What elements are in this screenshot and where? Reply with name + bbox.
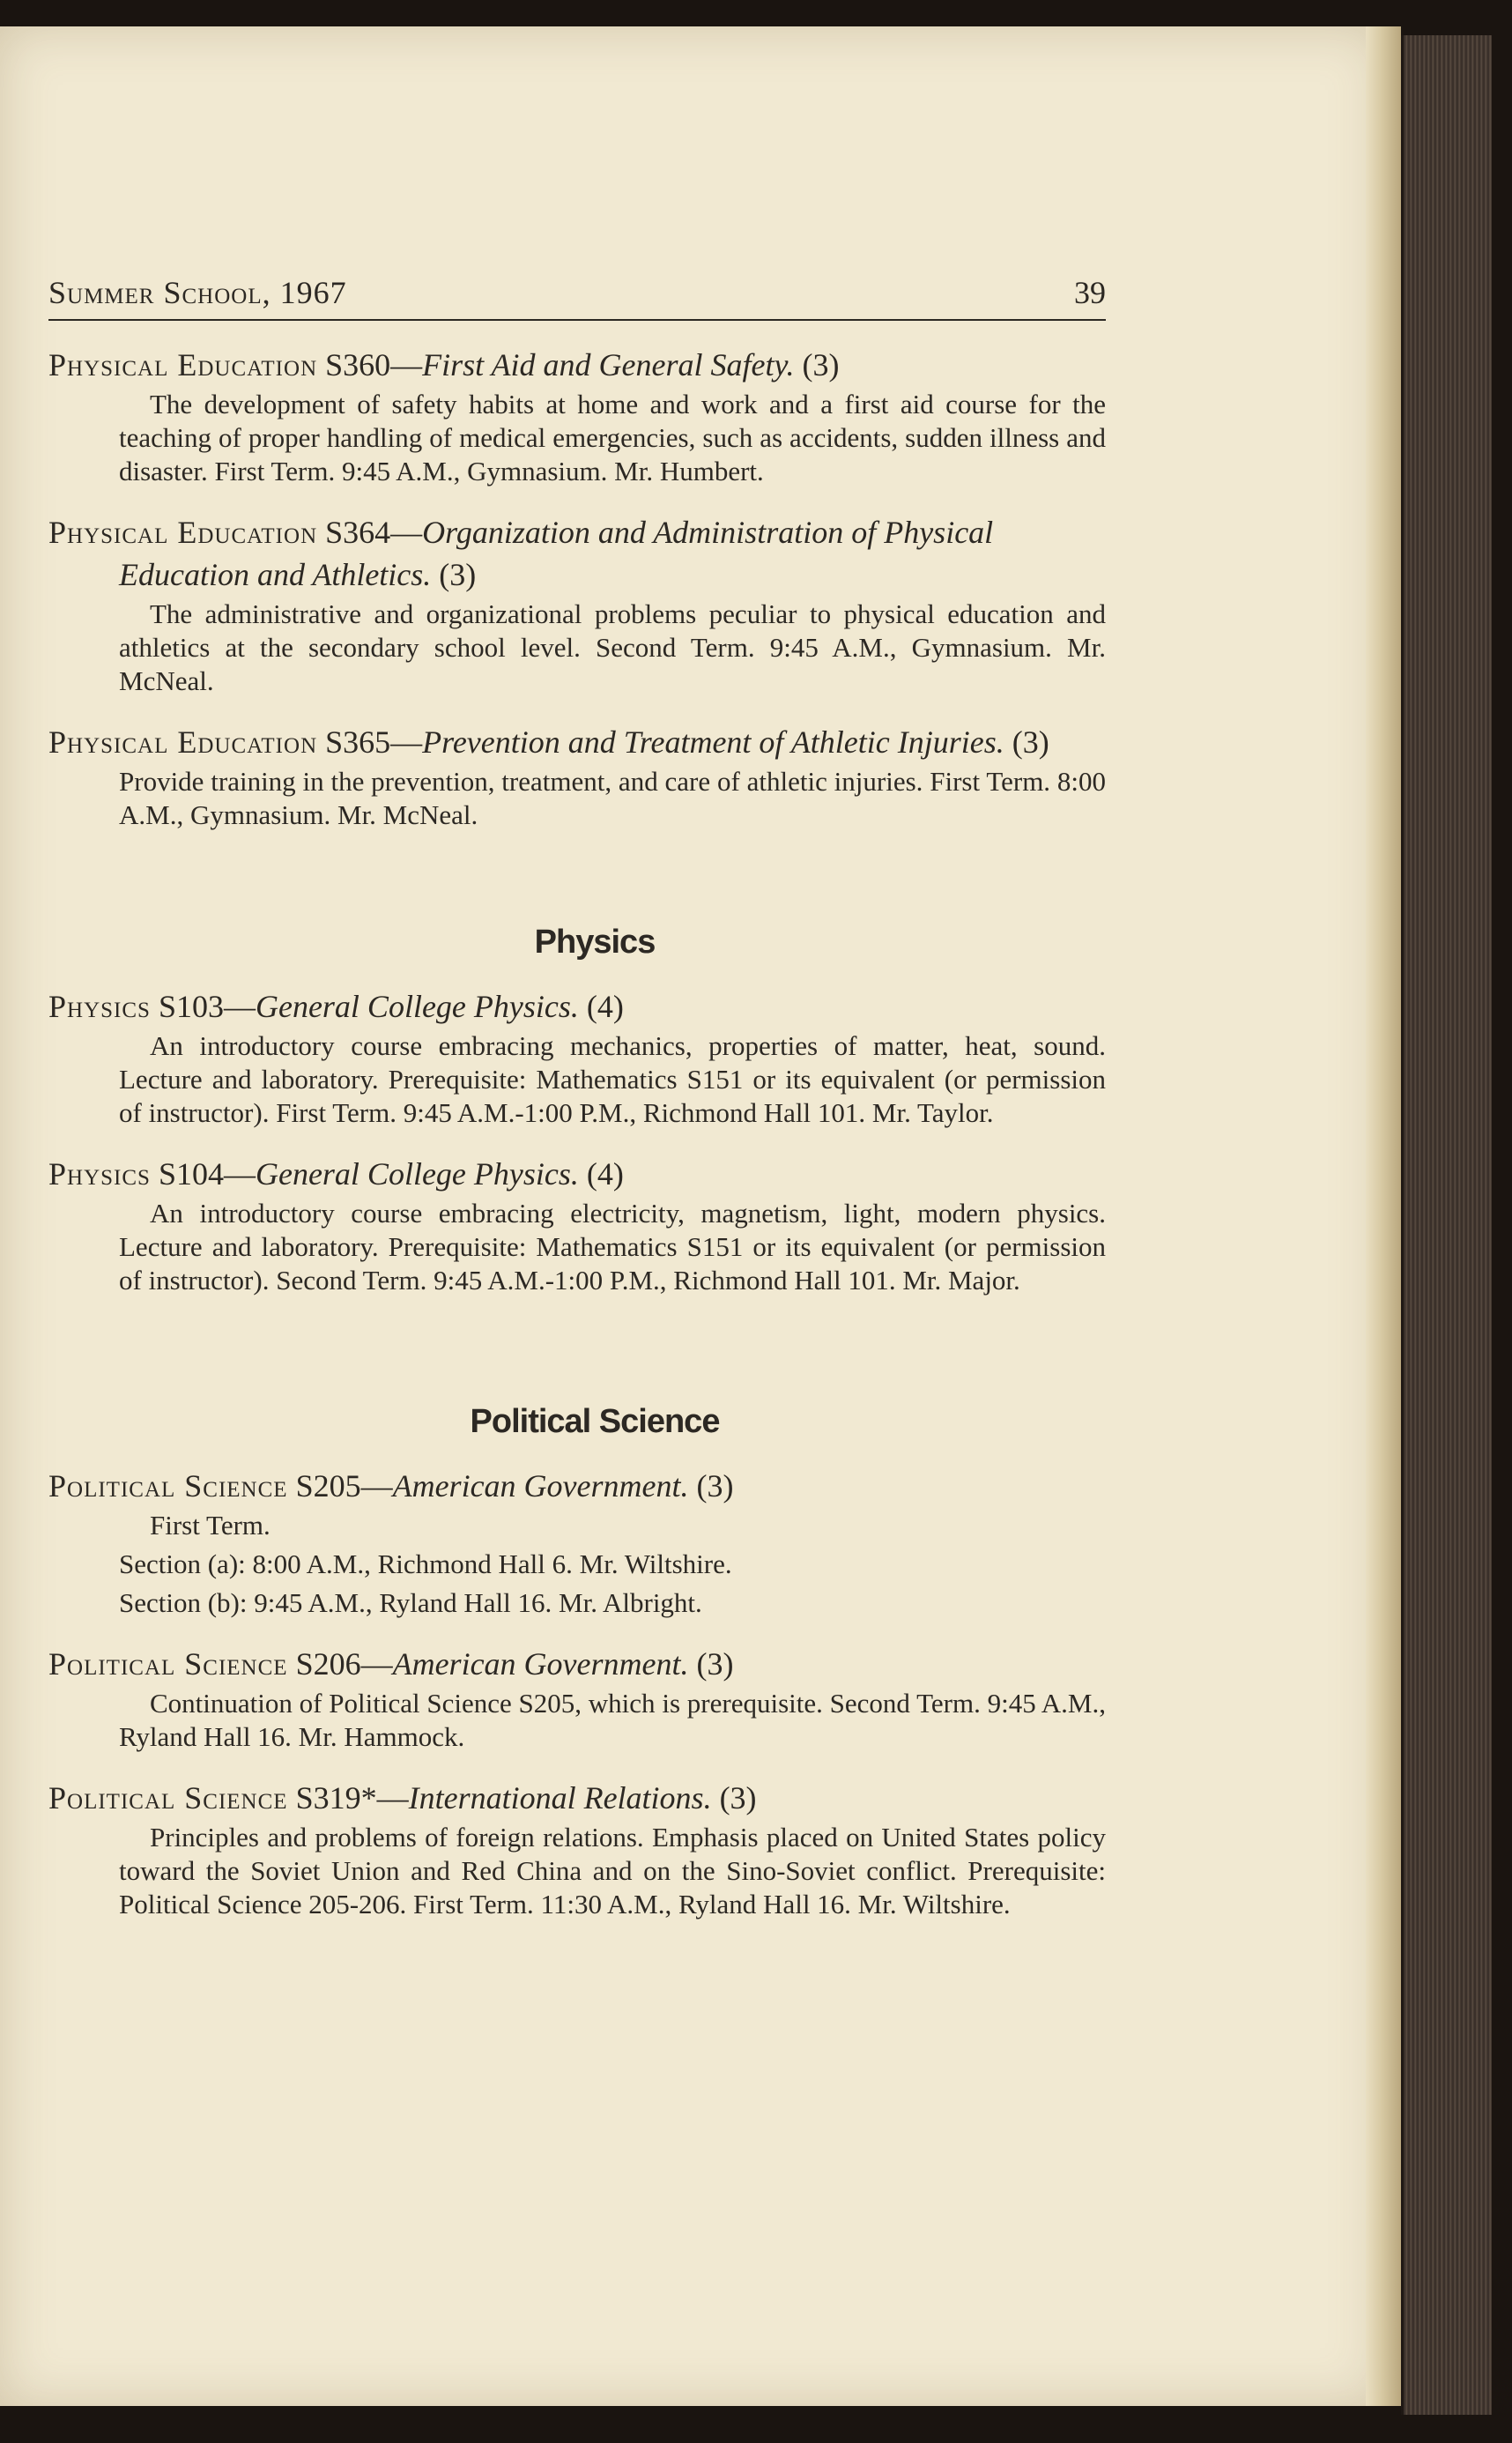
course-title: International Relations. [408,1780,712,1816]
course-code: S360— [325,347,423,382]
course-entry-polisci-s206 [48,1643,1106,1754]
course-heading [48,511,1106,596]
course-title: General College Physics. [255,989,579,1024]
course-heading [48,721,1106,763]
page-edge [1366,26,1401,2406]
course-credits: (4) [586,1156,624,1192]
course-code: S104— [158,1156,256,1192]
course-description-text: An introductory course embracing electricity, magnetism, light, modern physics. Lecture and laboratory. Prerequisite: Mathematics S151 or its equivalent (or permission of instructor). Second Term. 9:45 A.M.-1:00 P.M., Richmond Hall 101. Mr. Major. [119,1198,1106,1296]
course-credits: (3) [1012,724,1049,760]
course-description-text: The administrative and organizational problems peculiar to physical education and athletics at the secondary school level. Second Term. 9:45 A.M., Gymnasium. Mr. McNeal. [119,598,1106,696]
course-entry-pe-s365 [48,721,1106,832]
section-heading-political-science: Political Science [470,1403,720,1440]
course-description [48,1687,1106,1754]
course-title: American Government. [392,1646,689,1682]
course-title: General College Physics. [255,1156,579,1192]
course-prefix: Physical Education [48,724,318,760]
course-description [48,765,1106,832]
course-description-text: Continuation of Political Science S205, which is prerequisite. Second Term. 9:45 A.M., Ryland Hall 16. Mr. Hammock. [119,1688,1106,1752]
course-title: First Aid and General Safety. [422,347,795,382]
course-description-text: An introductory course embracing mechanics, properties of matter, heat, sound. Lecture and laboratory. Prerequisite: Mathematics S151 or its equivalent (or permission of instructor). First Term. 9:45 A.M.-1:00 P.M., Richmond Hall 101. Mr. Taylor. [119,1030,1106,1128]
course-entry-pe-s360 [48,344,1106,488]
course-code: S364— [325,515,423,550]
course-heading [48,1465,1106,1507]
course-credits: (3) [719,1780,757,1816]
book-block [1401,35,1492,2415]
course-description-text: Provide training in the prevention, treatment, and care of athletic injuries. First Term. 8:00 A.M., Gymnasium. Mr. McNeal. [119,766,1106,830]
course-entry-polisci-s319 [48,1777,1106,1921]
course-prefix: Physical Education [48,347,318,382]
course-prefix: Physics [48,1156,151,1192]
section-heading-physics: Physics [534,924,656,961]
course-title: Prevention and Treatment of Athletic Injuries. [422,724,1004,760]
course-credits: (4) [586,989,624,1024]
course-description [48,598,1106,698]
course-description [48,1029,1106,1130]
running-header-title: Summer School, 1967 [48,275,347,310]
course-section-a: Section (a): 8:00 A.M., Richmond Hall 6. Mr. Wiltshire. [119,1548,732,1579]
course-heading [48,1777,1106,1819]
course-credits: (3) [802,347,840,382]
course-heading [48,1153,1106,1195]
course-entry-physics-s103 [48,985,1106,1130]
course-title: Organization and Administration of Physical Education and Athletics. [119,515,994,592]
course-title: American Government. [392,1468,689,1504]
course-heading [48,985,1106,1028]
course-description [48,388,1106,488]
course-code: S103— [158,989,256,1024]
course-code: S205— [295,1468,393,1504]
course-description [48,1509,1106,1620]
course-description-text: Principles and problems of foreign relations. Emphasis placed on United States policy toward the Soviet Union and Red China and on the Sino-Soviet conflict. Prerequisite: Political Science 205-206. First Term. 11:30 A.M., Ryland Hall 16. Mr. Wiltshire. [119,1822,1106,1920]
course-prefix: Political Science [48,1468,288,1504]
page-number: 39 [1074,275,1106,310]
course-code: S319*— [295,1780,409,1816]
course-description [48,1197,1106,1297]
course-entry-physics-s104 [48,1153,1106,1297]
course-heading [48,1643,1106,1685]
course-code: S365— [325,724,423,760]
course-prefix: Physics [48,989,151,1024]
course-prefix: Political Science [48,1780,288,1816]
course-description-text: The development of safety habits at home and work and a first aid course for the teaching of proper handling of medical emergencies, such as accidents, sudden illness and disaster. First Term. 9:45 A.M., Gymnasium. Mr. Humbert. [119,389,1106,486]
course-credits: (3) [439,557,477,592]
course-entry-polisci-s205 [48,1465,1106,1620]
running-header [48,273,1106,321]
course-credits: (3) [696,1468,734,1504]
course-code: S206— [295,1646,393,1682]
course-entry-pe-s364 [48,511,1106,698]
page-content [48,273,1106,1921]
course-prefix: Political Science [48,1646,288,1682]
course-credits: (3) [696,1646,734,1682]
course-term: First Term. [150,1510,271,1541]
course-description [48,1821,1106,1921]
course-heading [48,344,1106,386]
course-section-b: Section (b): 9:45 A.M., Ryland Hall 16. Mr. Albright. [119,1587,702,1618]
course-prefix: Physical Education [48,515,318,550]
